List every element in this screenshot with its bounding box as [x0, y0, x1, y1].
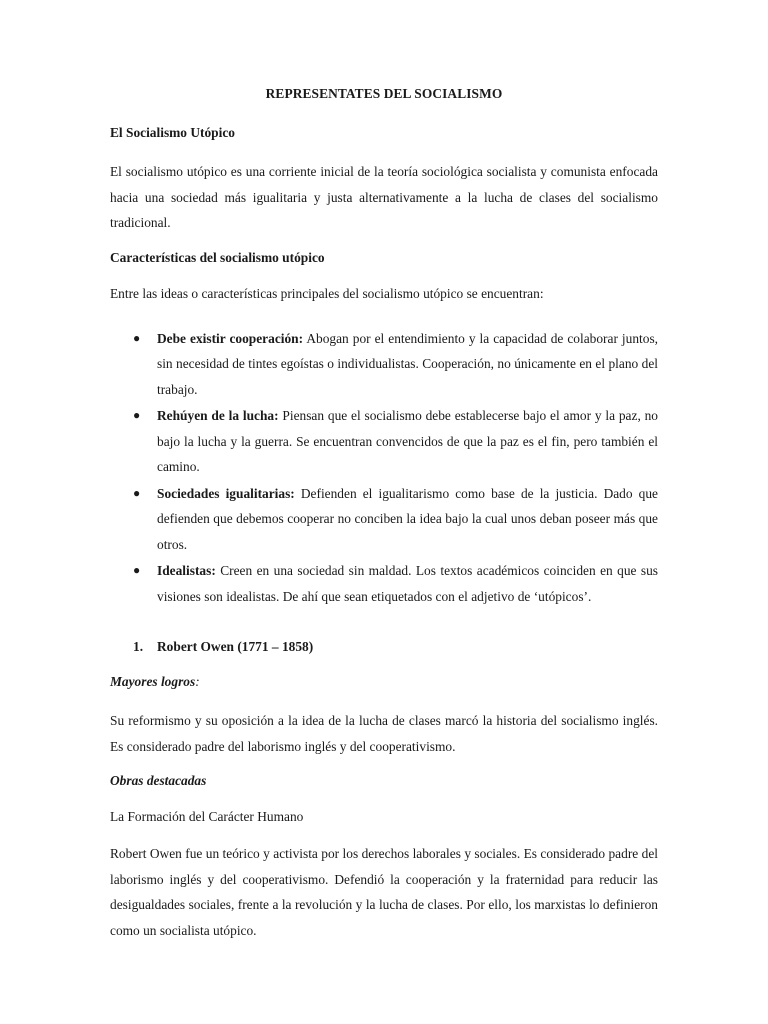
intro-paragraph: El socialismo utópico es una corriente inicial de la teoría sociológica socialista y comunista enfocada hacia una sociedad más igualitaria y justa alternativamente a la lucha de clases del socialismo tradicional.: [110, 164, 658, 230]
achievements-heading-text: Mayores logros: [110, 674, 196, 689]
achievements-heading-colon: :: [195, 674, 200, 689]
representative-name: Robert Owen (1771 – 1858): [157, 639, 314, 654]
document-title: REPRESENTATES DEL SOCIALISMO: [265, 86, 503, 101]
list-item-text: Creen en una sociedad sin maldad. Los textos académicos coinciden en que sus visiones son idealistas. De ahí que sean etiquetados con el adjetivo de ‘utópicos’.: [157, 563, 658, 604]
list-item-text: Piensan que el socialismo debe establecerse bajo el amor y la paz, no bajo la lucha y la guerra. Se encuentran convencidos de que la paz es el fin, pero también el camino.: [157, 408, 659, 474]
list-item-term: Idealistas:: [157, 563, 216, 578]
works-heading: Obras destacadas: [110, 773, 207, 788]
list-item: [110, 481, 658, 558]
characteristics-intro: Entre las ideas o características principales del socialismo utópico se encuentran:: [110, 285, 544, 301]
list-item-term: Debe existir cooperación:: [157, 330, 304, 346]
section-heading: El Socialismo Utópico: [110, 125, 235, 140]
list-item-term: Sociedades igualitarias:: [157, 485, 295, 501]
achievements-heading: [110, 672, 658, 692]
work-title: La Formación del Carácter Humano: [110, 809, 304, 824]
characteristics-heading: Características del socialismo utópico: [110, 249, 325, 265]
document-page: [110, 84, 658, 955]
characteristics-list: [110, 326, 658, 610]
list-item-term: Rehúyen de la lucha:: [157, 408, 279, 423]
list-item: [110, 558, 658, 609]
representative-number: 1.: [133, 639, 144, 654]
list-item-text: Abogan por el entendimiento y la capacidad de colaborar juntos, sin necesidad de tintes egoístas o individualistas. Cooperación, no únicamente en el plano del trabajo.: [157, 330, 659, 397]
representative-heading: [110, 637, 658, 657]
list-item-text: Defienden el igualitarismo como base de la justicia. Dado que defienden que debemos cooperar no conciben la idea bajo la cual unos deban poseer más que otros.: [157, 485, 658, 552]
bullet-icon: ●: [133, 330, 141, 345]
list-item: [110, 326, 658, 403]
list-item: [110, 403, 658, 480]
bullet-icon: ●: [133, 563, 141, 577]
bullet-icon: ●: [133, 485, 141, 500]
bullet-icon: ●: [133, 408, 141, 422]
bio-paragraph: Robert Owen fue un teórico y activista por los derechos laborales y sociales. Es considerado padre del laborismo inglés y del cooperativismo. Defendió la cooperación y la fraternidad para reducir las desigualdades sociales, frente a la revolución y la lucha de clases. Por ello, los marxistas lo definieron como un socialista utópico.: [110, 846, 658, 938]
achievements-paragraph: Su reformismo y su oposición a la idea de la lucha de clases marcó la historia del socialismo inglés. Es considerado padre del laborismo inglés y del cooperativismo.: [110, 713, 658, 754]
